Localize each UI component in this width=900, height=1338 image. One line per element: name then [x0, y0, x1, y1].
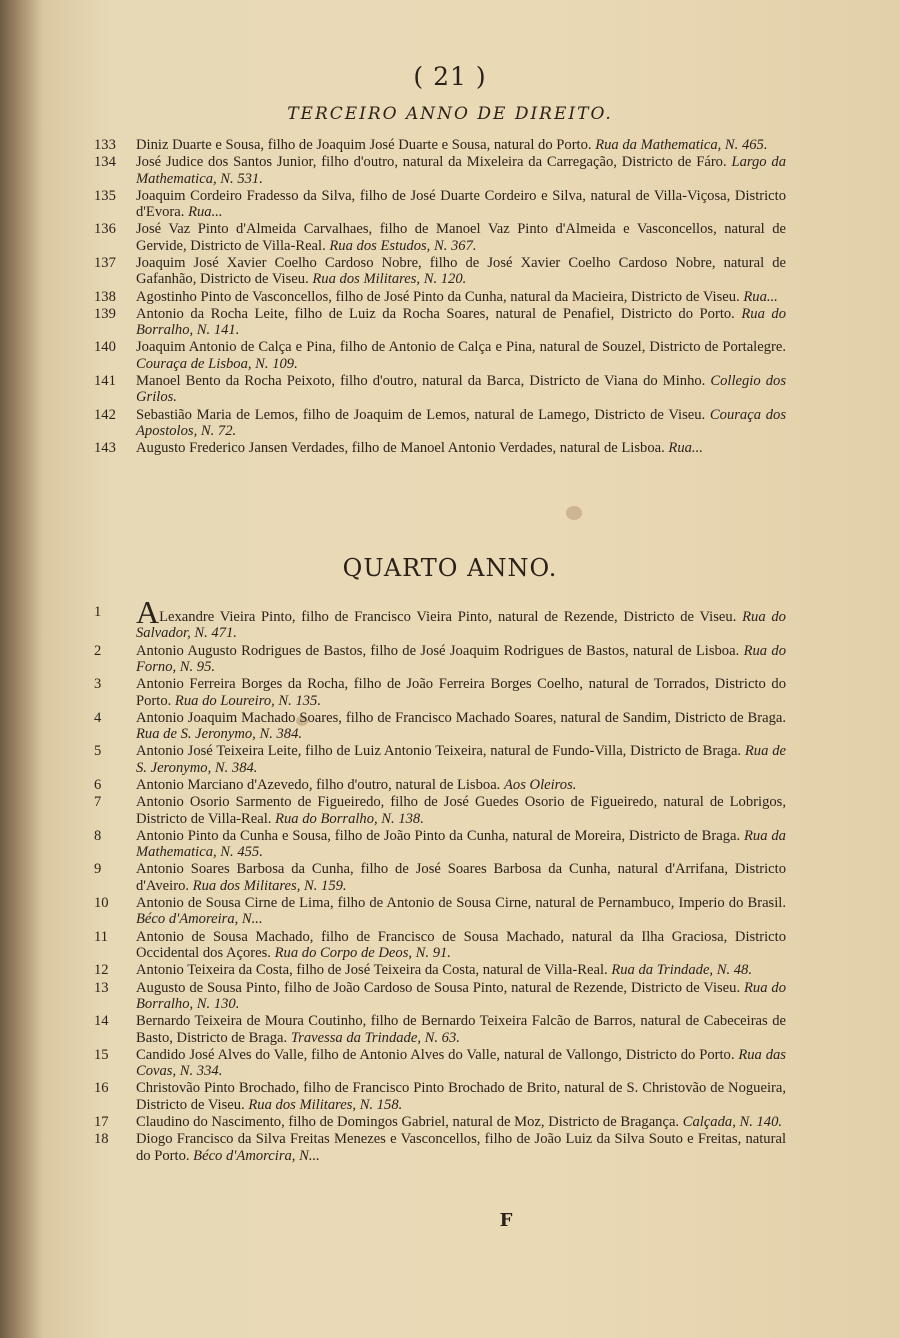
- page-number: ( 21 ): [413, 62, 487, 91]
- entry-number: 5: [94, 743, 102, 760]
- entry-number: 11: [94, 928, 109, 945]
- entry-number: 140: [94, 339, 116, 356]
- entry-text: Antonio de Sousa Cirne de Lima, filho de Antonio de Sousa Cirne, natural de Pernambuco, Imperio do Brasil.: [136, 895, 786, 912]
- entry-text: Augusto Frederico Jansen Verdades, filho de Manoel Antonio Verdades, natural de Lisboa.: [136, 440, 669, 457]
- student-list-terceiro-anno: [94, 137, 786, 457]
- entry-number: 143: [94, 440, 116, 457]
- student-entry: [94, 289, 786, 305]
- entry-address: Couraça dos Apostolos, N. 72.: [136, 406, 787, 440]
- entry-address: Travessa da Trindade, N. 63.: [290, 1029, 460, 1046]
- entry-text: Christovão Pinto Brochado, filho de Francisco Pinto Brochado de Brito, natural de S. Christovão de Nogueira, Districto de Viseu.: [136, 1080, 786, 1113]
- student-entry: [94, 1013, 786, 1046]
- entry-number: 17: [94, 1113, 109, 1130]
- student-entry: [94, 895, 786, 928]
- entry-address: Rua das Covas, N. 334.: [136, 1046, 786, 1080]
- entry-address: Rua do Forno, N. 95.: [136, 642, 786, 676]
- entry-number: 4: [94, 709, 102, 726]
- entry-text: Antonio Pinto da Cunha e Sousa, filho de João Pinto da Cunha, natural de Moreira, Districto de Braga.: [136, 827, 744, 844]
- entry-address: Couraça de Lisboa, N. 109.: [136, 355, 298, 372]
- entry-number: 9: [94, 861, 102, 878]
- entry-number: 1: [94, 604, 102, 620]
- student-entry: [94, 980, 786, 1013]
- student-entry: [94, 154, 786, 187]
- student-entry: [94, 188, 786, 221]
- student-entry: [94, 1131, 786, 1164]
- entry-address: Rua do Borralho, N. 141.: [136, 305, 786, 339]
- student-entry: [94, 137, 786, 153]
- entry-text: Antonio Joaquim Machado Soares, filho de Francisco Machado Soares, natural de Sandim, Districto de Braga.: [136, 709, 786, 726]
- entry-address: Rua da Mathematica, N. 465.: [595, 137, 768, 153]
- entry-address: Rua de S. Jeronymo, N. 384.: [136, 743, 786, 776]
- entry-address: Calçada, N. 140.: [682, 1113, 783, 1130]
- student-list-quarto-anno: [94, 594, 786, 1165]
- entry-number: 138: [94, 288, 116, 305]
- entry-text: Joaquim Antonio de Calça e Pina, filho de Antonio de Calça e Pina, natural de Souzel, Districto de Portalegre.: [136, 339, 786, 356]
- entry-address: Collegio dos Grilos.: [136, 373, 786, 406]
- entry-text: Claudino do Nascimento, filho de Domingos Gabriel, natural de Moz, Districto de Bragança.: [136, 1113, 683, 1130]
- student-entry: [94, 339, 786, 372]
- entry-number: 7: [94, 794, 102, 811]
- student-entry: [94, 221, 786, 254]
- entry-text: Candido José Alves do Valle, filho de Antonio Alves do Valle, natural de Vallongo, Districto do Porto.: [136, 1046, 739, 1063]
- entry-address: Rua...: [668, 440, 703, 457]
- entry-address: Béco d'Amorcira, N...: [193, 1147, 320, 1164]
- student-entry: [94, 743, 786, 776]
- ink-stain: [566, 506, 582, 520]
- entry-number: 8: [94, 827, 102, 844]
- entry-text: Antonio José Teixeira Leite, filho de Luiz Antonio Teixeira, natural de Fundo-Villa, Districto de Braga.: [136, 743, 745, 760]
- student-entry: [94, 643, 786, 676]
- entry-text: José Judice dos Santos Junior, filho d'outro, natural da Mixeleira da Carregação, Districto de Fáro.: [136, 154, 732, 171]
- signature-mark: F: [499, 1210, 513, 1231]
- entry-text: Antonio Soares Barbosa da Cunha, filho de José Soares Barbosa da Cunha, natural d'Arrifana, Districto d'Aveiro.: [136, 861, 786, 894]
- entry-text: Antonio de Sousa Machado, filho de Francisco de Sousa Machado, natural da Ilha Graciosa, Districto Occidental dos Açores.: [136, 928, 786, 962]
- entry-number: 136: [94, 221, 116, 238]
- entry-text: Antonio Osorio Sarmento de Figueiredo, filho de José Guedes Osorio de Figueiredo, natural de Lobrigos, Districto de Villa-Real.: [136, 794, 786, 827]
- entry-number: 139: [94, 305, 116, 322]
- entry-text: Antonio da Rocha Leite, filho de Luiz da Rocha Soares, natural de Penafiel, Districto do Porto.: [136, 305, 742, 322]
- entry-text: Manoel Bento da Rocha Peixoto, filho d'outro, natural da Barca, Districto de Viana do Minho.: [136, 373, 711, 390]
- entry-address: Rua do Corpo de Deos, N. 91.: [274, 945, 451, 962]
- section-title-quarto-anno: QUARTO ANNO.: [342, 554, 558, 582]
- entry-number: 16: [94, 1080, 109, 1097]
- entry-text: Antonio Ferreira Borges da Rocha, filho de João Ferreira Borges Coelho, natural de Torrados, Districto do Porto.: [136, 676, 786, 709]
- student-entry: [94, 710, 786, 743]
- entry-text: Antonio Augusto Rodrigues de Bastos, filho de José Joaquim Rodrigues de Bastos, natural de Lisboa.: [136, 642, 744, 659]
- entry-text: Diogo Francisco da Silva Freitas Menezes e Vasconcellos, filho de João Luiz da Silva Souto e Freitas, natural do Porto.: [136, 1131, 786, 1164]
- entry-number: 18: [94, 1131, 109, 1148]
- entry-text: Lexandre Vieira Pinto, filho de Francisco Vieira Pinto, natural de Rezende, Districto de Viseu.: [159, 609, 743, 625]
- entry-text: Antonio Teixeira da Costa, filho de José Teixeira da Costa, natural de Villa-Real.: [136, 962, 612, 979]
- entry-address: Rua da Mathematica, N. 455.: [136, 827, 786, 861]
- section-title-terceiro-anno: TERCEIRO ANNO DE DIREITO.: [287, 104, 613, 124]
- entry-number: 12: [94, 962, 109, 979]
- entry-address: Rua da Trindade, N. 48.: [611, 962, 752, 979]
- entry-address: Rua do Salvador, N. 471.: [136, 609, 786, 642]
- entry-address: Rua dos Militares, N. 158.: [248, 1096, 403, 1113]
- entry-number: 135: [94, 187, 116, 204]
- student-entry: [94, 794, 786, 827]
- entry-address: Largo da Mathematica, N. 531.: [136, 154, 787, 187]
- entry-number: 6: [94, 777, 102, 794]
- entry-text: Agostinho Pinto de Vasconcellos, filho de José Pinto da Cunha, natural da Macieira, Districto de Viseu.: [136, 288, 744, 305]
- entry-number: 14: [94, 1013, 109, 1030]
- entry-address: Rua dos Estudos, N. 367.: [329, 237, 477, 254]
- entry-address: Rua de S. Jeronymo, N. 384.: [136, 726, 303, 743]
- student-entry: [94, 861, 786, 894]
- entry-address: Rua dos Militares, N. 120.: [312, 271, 467, 288]
- entry-address: Aos Oleiros.: [503, 777, 577, 794]
- entry-text: Antonio Marciano d'Azevedo, filho d'outro, natural de Lisboa.: [136, 777, 504, 794]
- student-entry: [94, 440, 786, 456]
- entry-text: Sebastião Maria de Lemos, filho de Joaquim de Lemos, natural de Lamego, Districto de Viseu.: [136, 406, 710, 423]
- student-entry: [94, 929, 786, 962]
- entry-address: Rua do Borralho, N. 130.: [136, 979, 786, 1012]
- entry-number: 141: [94, 373, 116, 390]
- entry-address: Rua dos Militares, N. 159.: [192, 877, 347, 894]
- entry-text: Joaquim José Xavier Coelho Cardoso Nobre, filho de José Xavier Coelho Cardoso Nobre, natural de Gafanhão, Districto de Viseu.: [136, 255, 786, 288]
- student-entry: [94, 407, 786, 440]
- entry-text: Joaquim Cordeiro Fradesso da Silva, filho de José Duarte Cordeiro e Silva, natural de Villa-Viçosa, Districto d'Evora.: [136, 187, 786, 221]
- entry-number: 142: [94, 406, 116, 423]
- entry-text: Bernardo Teixeira de Moura Coutinho, filho de Bernardo Teixeira Falcão de Barros, natural de Cabeceiras de Basto, Districto de Braga.: [136, 1013, 786, 1046]
- entry-number: 3: [94, 676, 102, 693]
- entry-number: 133: [94, 137, 116, 153]
- entry-address: Rua...: [188, 204, 223, 221]
- student-entry: [94, 676, 786, 709]
- entry-number: 2: [94, 642, 102, 659]
- entry-address: Rua do Borralho, N. 138.: [275, 810, 424, 827]
- entry-address: Rua...: [743, 288, 778, 305]
- entry-address: Béco d'Amoreira, N...: [136, 911, 263, 928]
- entry-number: 13: [94, 979, 109, 996]
- student-entry: [94, 777, 786, 793]
- entry-address: Rua do Loureiro, N. 135.: [174, 692, 322, 709]
- student-entry: [94, 1114, 786, 1130]
- entry-number: 15: [94, 1046, 109, 1063]
- student-entry: [94, 1047, 786, 1080]
- entry-text: Diniz Duarte e Sousa, filho de Joaquim José Duarte e Sousa, natural do Porto.: [136, 137, 596, 153]
- drop-cap: A: [136, 594, 160, 630]
- entry-text: José Vaz Pinto d'Almeida Carvalhaes, filho de Manoel Vaz Pinto d'Almeida e Vasconcellos, natural de Gervide, Districto de Villa-Real.: [136, 221, 786, 254]
- student-entry: [94, 594, 786, 642]
- student-entry: [94, 962, 786, 978]
- entry-text: Augusto de Sousa Pinto, filho de João Cardoso de Sousa Pinto, natural de Rezende, Districto de Viseu.: [136, 979, 744, 996]
- entry-number: 134: [94, 154, 116, 171]
- entry-number: 137: [94, 255, 116, 272]
- student-entry: [94, 373, 786, 406]
- binding-gutter: [0, 0, 42, 1338]
- student-entry: [94, 255, 786, 288]
- student-entry: [94, 306, 786, 339]
- entry-number: 10: [94, 895, 109, 912]
- student-entry: [94, 1080, 786, 1113]
- student-entry: [94, 828, 786, 861]
